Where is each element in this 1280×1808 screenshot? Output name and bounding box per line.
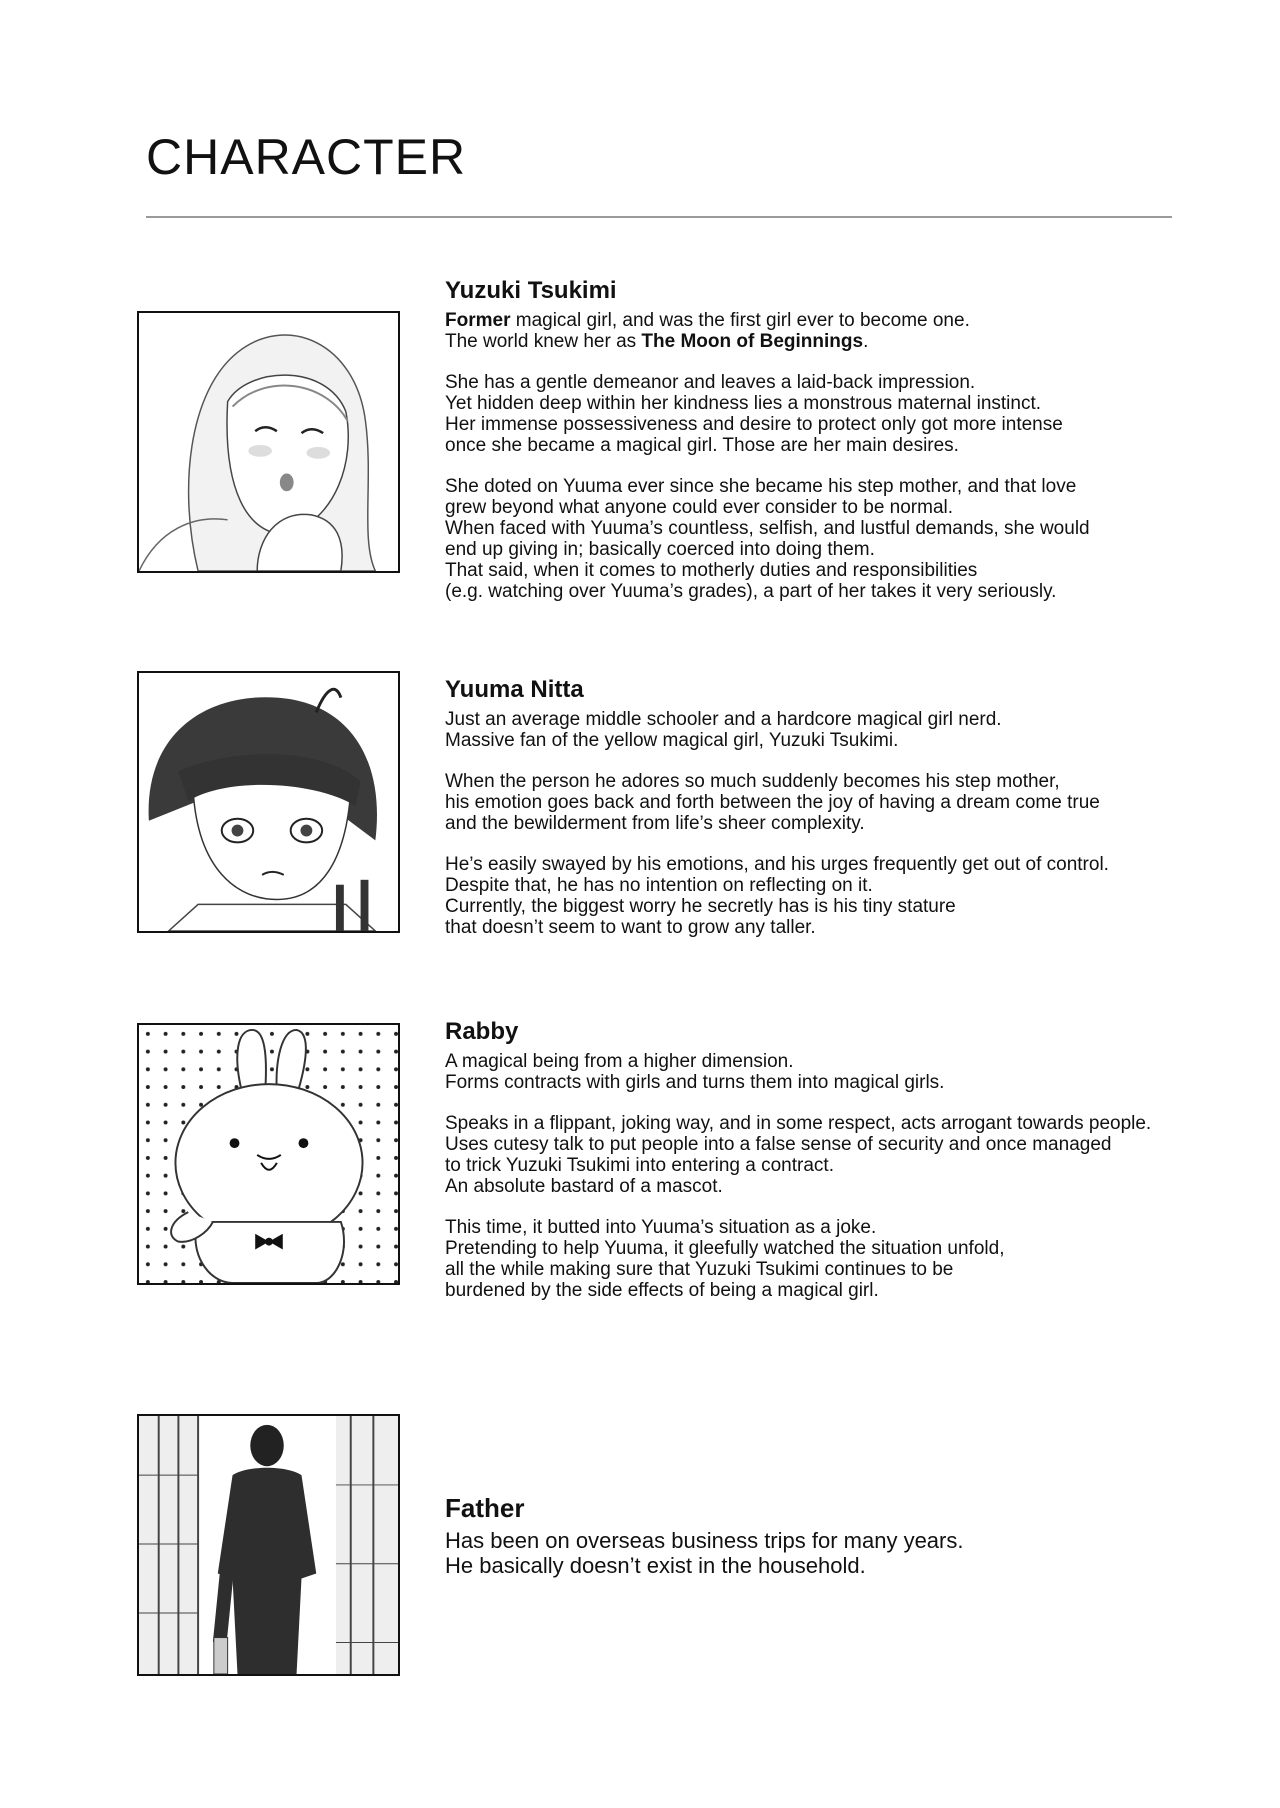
yuzuki-illustration [139,313,398,571]
description-paragraph [445,372,1235,456]
description-line: Speaks in a flippant, joking way, and in some respect, acts arrogant towards people. [445,1112,1152,1134]
description-paragraph [445,1528,1235,1578]
bold-text: Former [445,309,511,331]
yuuma-nitta-profile [445,676,1235,958]
description-line: grew beyond what anyone could ever consider to be normal. [445,496,954,518]
description-line: that doesn’t seem to want to grow any taller. [445,916,816,938]
description-line: When the person he adores so much suddenly becomes his step mother, [445,770,1060,792]
description-line: Former magical girl, and was the first girl ever to become one. [445,309,970,331]
character-name: Father [445,1493,525,1523]
description-paragraph [445,1051,1235,1093]
description-line: Just an average middle schooler and a hardcore magical girl nerd. [445,708,1002,730]
description-line: This time, it butted into Yuuma’s situation as a joke. [445,1216,877,1238]
description-line: Currently, the biggest worry he secretly has is his tiny stature [445,895,956,917]
rabby-illustration [139,1025,398,1283]
description-line: Despite that, he has no intention on reflecting on it. [445,874,873,896]
character-description [445,1528,1235,1578]
title-divider [146,216,1172,218]
character-name: Yuzuki Tsukimi [445,277,617,304]
description-line: all the while making sure that Yuzuki Tsukimi continues to be [445,1258,954,1280]
description-line: Her immense possessiveness and desire to protect only got more intense [445,413,1063,435]
character-name: Rabby [445,1018,519,1045]
page-title: CHARACTER [146,129,467,185]
rabby-profile [445,1018,1235,1321]
description-line: (e.g. watching over Yuuma’s grades), a part of her takes it very seriously. [445,580,1057,602]
yuzuki-tsukimi-profile [445,277,1235,622]
description-line: A magical being from a higher dimension. [445,1050,794,1072]
father-profile [445,1493,1235,1598]
description-line: his emotion goes back and forth between the joy of having a dream come true [445,791,1100,813]
description-paragraph [445,1217,1235,1301]
description-line: The world knew her as The Moon of Beginnings. [445,330,869,352]
description-line: That said, when it comes to motherly duties and responsibilities [445,559,978,581]
yuuma-nitta-portrait [137,671,400,933]
father-portrait [137,1414,400,1676]
yuuma-illustration [139,673,398,931]
description-paragraph [445,1113,1235,1197]
description-line: Forms contracts with girls and turns them into magical girls. [445,1071,945,1093]
description-line: end up giving in; basically coerced into doing them. [445,538,875,560]
description-paragraph [445,476,1235,602]
character-description [445,709,1235,938]
description-line: He basically doesn’t exist in the household. [445,1553,866,1579]
description-paragraph [445,709,1235,751]
description-line: Pretending to help Yuuma, it gleefully watched the situation unfold, [445,1237,1005,1259]
description-line: He’s easily swayed by his emotions, and his urges frequently get out of control. [445,853,1109,875]
description-line: once she became a magical girl. Those are her main desires. [445,434,959,456]
description-line: Has been on overseas business trips for many years. [445,1528,964,1554]
character-description [445,310,1235,602]
bold-text: The Moon of Beginnings [641,330,864,352]
description-line: An absolute bastard of a mascot. [445,1175,723,1197]
description-paragraph [445,854,1235,938]
character-name: Yuuma Nitta [445,676,584,703]
character-description [445,1051,1235,1301]
yuzuki-tsukimi-portrait [137,311,400,573]
description-line: She has a gentle demeanor and leaves a laid-back impression. [445,371,976,393]
description-paragraph [445,771,1235,834]
description-line: When faced with Yuuma’s countless, selfish, and lustful demands, she would [445,517,1090,539]
father-illustration [139,1416,398,1674]
description-line: Yet hidden deep within her kindness lies a monstrous maternal instinct. [445,392,1042,414]
description-line: and the bewilderment from life’s sheer complexity. [445,812,865,834]
description-line: burdened by the side effects of being a magical girl. [445,1279,879,1301]
description-line: to trick Yuzuki Tsukimi into entering a contract. [445,1154,834,1176]
description-paragraph [445,310,1235,352]
description-line: Massive fan of the yellow magical girl, Yuzuki Tsukimi. [445,729,899,751]
rabby-portrait [137,1023,400,1285]
description-line: Uses cutesy talk to put people into a false sense of security and once managed [445,1133,1112,1155]
description-line: She doted on Yuuma ever since she became his step mother, and that love [445,475,1077,497]
